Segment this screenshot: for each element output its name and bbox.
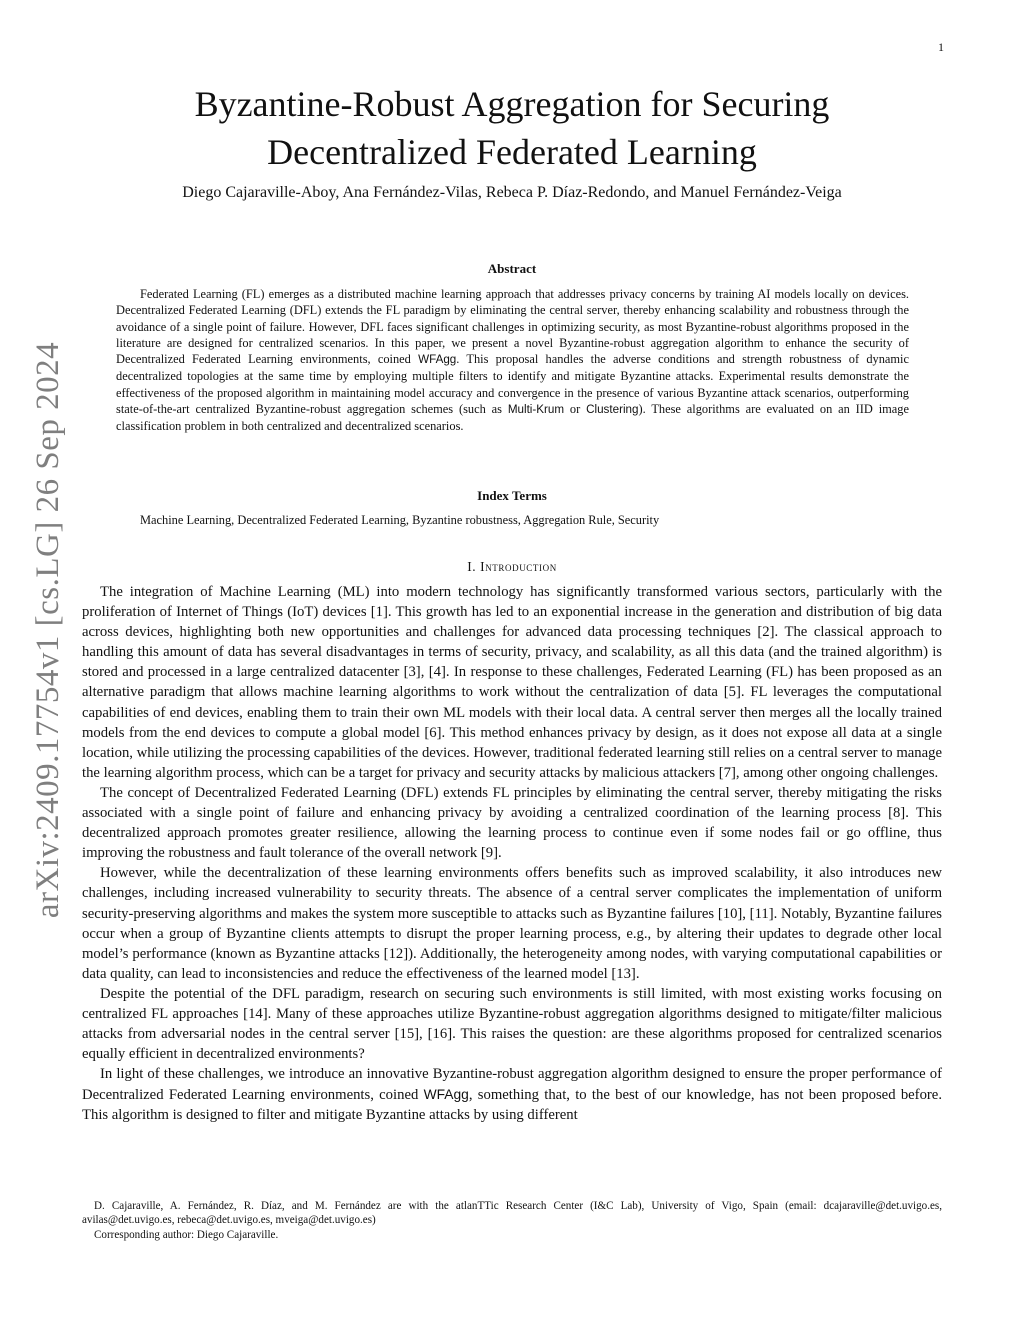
index-terms-heading: Index Terms: [477, 488, 547, 503]
introduction-body: [82, 582, 942, 1126]
abstract-text: [116, 286, 909, 435]
footnote-affiliation: D. Cajaraville, A. Fernández, R. Díaz, and M. Fernández are with the atlanTTic Research Center (I&C Lab), University of Vigo, Spain (email: dcajaraville@det.uvigo.es, avilas@det.uvigo.es, rebeca@det.uvigo.es, mveiga@det.uvigo.es): [82, 1200, 942, 1227]
arxiv-stamp: arXiv:2409.17754v1 [cs.LG] 26 Sep 2024: [29, 341, 66, 919]
abstract-heading: Abstract: [487, 261, 537, 276]
page-number: 1: [938, 40, 944, 54]
index-terms: Machine Learning, Decentralized Federated Learning, Byzantine robustness, Aggregation Rule, Security: [140, 513, 660, 527]
affiliation-footnote: [82, 1199, 942, 1242]
paragraph-5-part-2: , something that, to the best of our knowledge, has not been proposed before. This algorithm is designed to filter and mitigate Byzantine attacks by using different: [82, 1087, 942, 1124]
section-heading-introduction: I. Introduction: [467, 559, 557, 574]
wfagg-term: WFAgg: [418, 353, 457, 367]
paragraph-3: However, while the decentralization of these learning environments offers benefits such as improved scalability, it also introduces new challenges, including increased vulnerability to security threats. The absence of a central server complicates the implementation of uniform security-preserving algorithms and makes the system more susceptible to attacks such as Byzantine failures [10], [11]. Notably, Byzantine failures occur when a group of Byzantine clients attempts to disrupt the proper learning process, e.g., by altering their updates to degrade other local model’s performance (known as Byzantine attacks [12]). Additionally, the heterogeneity among nodes, with varying computational capabilities or data quality, can lead to inconsistencies and reduce the effectiveness of the learned model [13].: [82, 865, 942, 982]
paragraph-1: The integration of Machine Learning (ML) into modern technology has significantly transformed various sectors, particularly with the proliferation of Internet of Things (IoT) devices [1]. This growth has led to an exponential increase in the generation and distribution of big data across devices, highlighting both new opportunities and challenges for advanced data processing techniques [2]. The classical approach to handling this amount of data has several disadvantages in terms of security, privacy, and scalability, as all this data (and the trained algorithm) is stored and processed in a large centralized datacenter [3], [4]. In response to these challenges, Federated Learning (FL) has been proposed as an alternative paradigm that allows machine learning algorithms to work without the centralization of data [5]. FL leverages the computational capabilities of end devices, enabling them to train their own ML models with their local data. A central server then merges all the locally trained models from the end devices to compute a global model [6]. This method enhances privacy by design, as it does not expose all data at a single location, while utilizing the processing capabilities of the devices. However, traditional federated learning still relies on a central server to manage the learning algorithm process, which can be a target for privacy and security attacks by malicious attackers [7], among other ongoing challenges.: [82, 584, 942, 781]
wfagg-term-body: WFAgg: [423, 1086, 469, 1103]
footnote-corresponding-author: Corresponding author: Diego Cajaraville.: [94, 1228, 279, 1241]
title-line-2: Decentralized Federated Learning: [267, 132, 757, 172]
paper-title: [100, 80, 924, 176]
abstract-part-3: ). These algorithms are evaluated on an IID image classification problem in both centralized and decentralized scenarios.: [116, 402, 909, 434]
multi-krum-term: Multi-Krum: [507, 403, 565, 417]
title-line-1: Byzantine-Robust Aggregation for Securing: [194, 84, 830, 124]
paragraph-4: Despite the potential of the DFL paradigm, research on securing such environments is still limited, with most existing works focusing on centralized FL approaches [14]. Many of these approaches utilize Byzantine-robust aggregation algorithms designed to mitigate/filter malicious attacks from adversarial nodes in the central server [15], [16]. This raises the question: are these algorithms proposed for centralized scenarios equally efficient in decentralized environments?: [82, 985, 942, 1063]
abstract-or: or: [564, 402, 587, 417]
clustering-term: Clustering: [586, 403, 639, 417]
author-list: Diego Cajaraville-Aboy, Ana Fernández-Vilas, Rebeca P. Díaz-Redondo, and Manuel Fernández-Veiga: [182, 184, 842, 201]
abstract-part-2: . This proposal handles the adverse conditions and strength robustness of dynamic decentralized topologies at the same time by employing multiple filters to identify and mitigate Byzantine attacks. Experimental results demonstrate the effectiveness of the proposed algorithm in maintaining model accuracy and convergence in the presence of various Byzantine attack scenarios, outperforming state-of-the-art centralized Byzantine-robust aggregation schemes (such as: [116, 352, 909, 417]
paragraph-5-part-1: In light of these challenges, we introduce an innovative Byzantine-robust aggregation algorithm designed to ensure the proper performance of Decentralized Federated Learning environments, coined: [82, 1066, 942, 1104]
abstract-part-1: Federated Learning (FL) emerges as a distributed machine learning approach that addresses privacy concerns by training AI models locally on devices. Decentralized Federated Learning (DFL) extends the FL paradigm by eliminating the central server, thereby enhancing scalability and robustness through the avoidance of a single point of failure. However, DFL faces significant challenges in optimizing security, as most Byzantine-robust algorithms proposed in the literature are designed for centralized scenarios. In this paper, we present a novel Byzantine-robust aggregation algorithm to enhance the security of Decentralized Federated Learning environments, coined: [116, 287, 909, 367]
paragraph-2: The concept of Decentralized Federated Learning (DFL) extends FL principles by eliminating the central server, thereby mitigating the risks associated with a single point of failure and enhancing privacy by avoiding a centralized coordination of the learning process [8]. This decentralized approach promotes greater resilience, allowing the learning process to continue even if some nodes fail or go offline, thus improving the robustness and fault tolerance of the overall network [9].: [82, 784, 942, 862]
paragraph-5: [82, 1064, 942, 1125]
